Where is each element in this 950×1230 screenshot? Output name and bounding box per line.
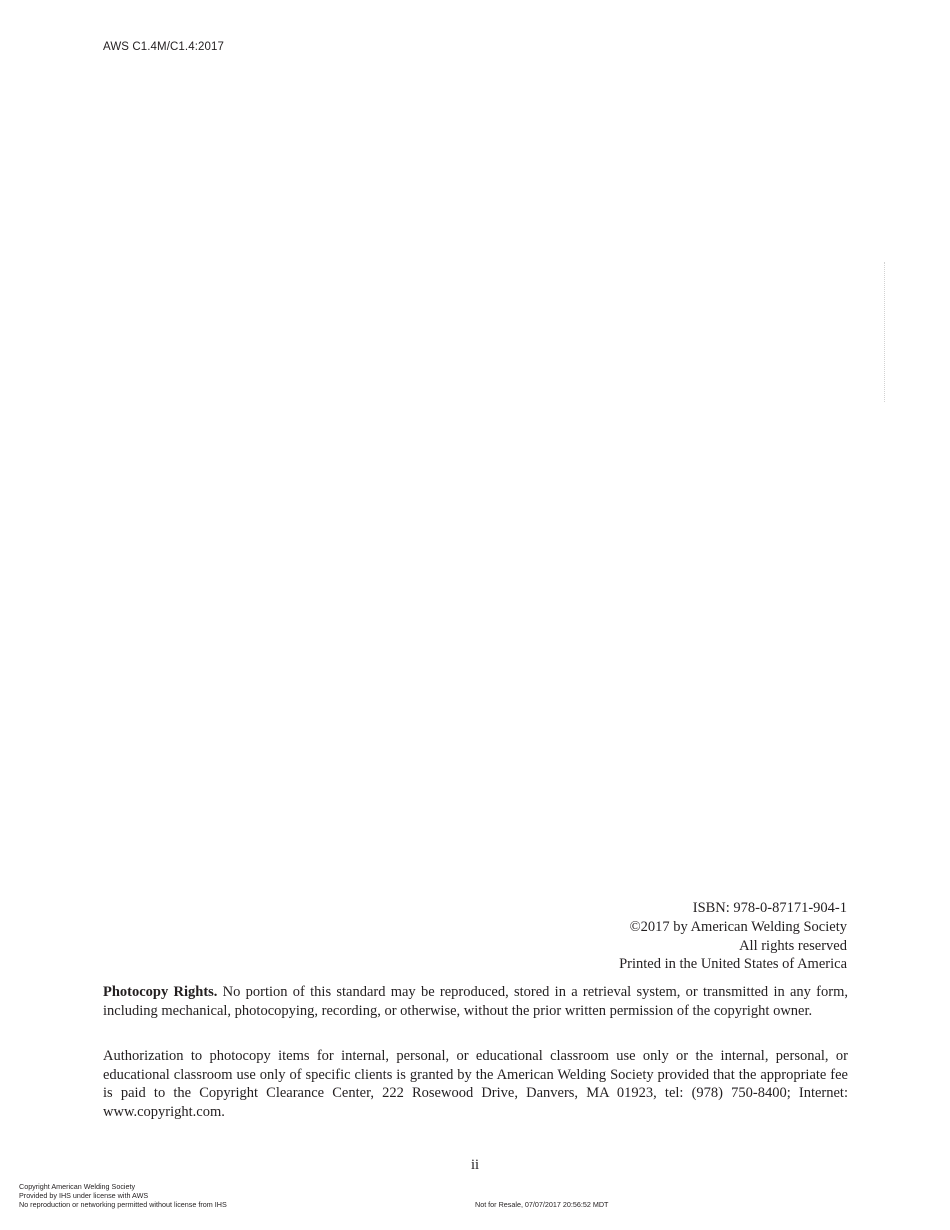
footer-provider-line: Provided by IHS under license with AWS <box>19 1191 149 1200</box>
page-number: ii <box>470 1157 480 1173</box>
margin-registration-marks <box>884 262 889 402</box>
photocopy-rights-paragraph <box>103 983 848 1020</box>
running-header: AWS C1.4M/C1.4:2017 <box>103 41 224 53</box>
footer-copyright-line: Copyright American Welding Society <box>19 1182 136 1191</box>
footer-reproduction-line: No reproduction or networking permitted without license from IHS <box>19 1200 227 1209</box>
authorization-paragraph: Authorization to photocopy items for internal, personal, or educational classroom use only or the internal, personal, or educational classroom use only of specific clients is granted by the American Welding Society provided that the appropriate fee is paid to the Copyright Clearance Center, 222 Rosewood Drive, Danvers, MA 01923, tel: (978) 750-8400; Internet: www.copyright.com. <box>103 1048 848 1120</box>
photocopy-rights-heading: Photocopy Rights. <box>103 984 218 1000</box>
copyright-notice: ©2017 by American Welding Society <box>629 918 847 935</box>
photocopy-rights-text: No portion of this standard may be reproduced, stored in a retrieval system, or transmitted in any form, including mechanical, photocopying, recording, or otherwise, without the prior written permission of the copyright owner. <box>103 984 848 1019</box>
isbn: ISBN: 978-0-87171-904-1 <box>692 900 847 916</box>
resale-notice: Not for Resale, 07/07/2017 20:56:52 MDT <box>475 1200 609 1209</box>
rights-reserved: All rights reserved <box>739 937 847 954</box>
copyright-block <box>619 899 847 974</box>
printed-location: Printed in the United States of America <box>619 956 847 973</box>
license-footer <box>19 1182 227 1209</box>
